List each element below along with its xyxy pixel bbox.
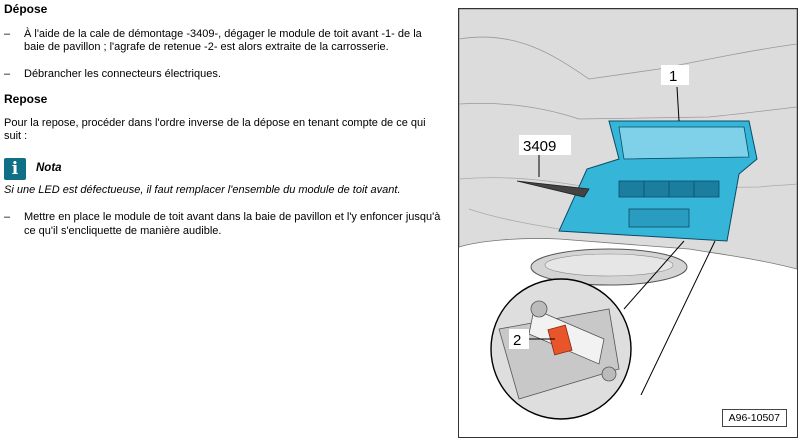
nota-row	[4, 158, 444, 180]
callout-2: 2	[513, 332, 522, 349]
info-person-icon: i	[4, 158, 26, 180]
step-dash: –	[4, 67, 11, 80]
repose-step-1-text: Mettre en place le module de toit avant dans la baie de pavillon et l'y enfoncer jusqu'à ce qu'il s'encliquette de manière audible.	[24, 211, 441, 237]
roof-module-illustration	[458, 8, 798, 438]
instructions-column	[4, 0, 444, 238]
callout-1: 1	[669, 68, 678, 85]
repose-heading: Repose	[4, 92, 48, 106]
sunroof-switch	[629, 209, 689, 227]
depose-heading: Dépose	[4, 2, 48, 16]
module-lens	[619, 127, 749, 159]
depose-step-1	[4, 28, 444, 55]
depose-step-2-text: Débrancher les connecteurs électriques.	[24, 67, 221, 80]
depose-step-1-text: À l'aide de la cale de démontage -3409-, dégager le module de toit avant -1- de la baie de pavillon ; l'agrafe de retenue -2- est alors extraite de la carrosserie.	[24, 27, 422, 53]
repose-step-1	[4, 211, 444, 238]
repose-intro: Pour la repose, procéder dans l'ordre inverse de la dépose en tenant compte de ce qui suit :	[4, 116, 426, 142]
callout-3409: 3409	[523, 138, 557, 155]
step-dash: –	[4, 27, 11, 40]
figure-reference: A96-10507	[722, 409, 787, 427]
illustration-svg	[459, 9, 797, 437]
depose-step-2	[4, 68, 444, 82]
step-dash: –	[4, 211, 11, 223]
nota-label: Nota	[36, 161, 62, 174]
nota-text: Si une LED est défectueuse, il faut remplacer l'ensemble du module de toit avant.	[4, 183, 401, 196]
